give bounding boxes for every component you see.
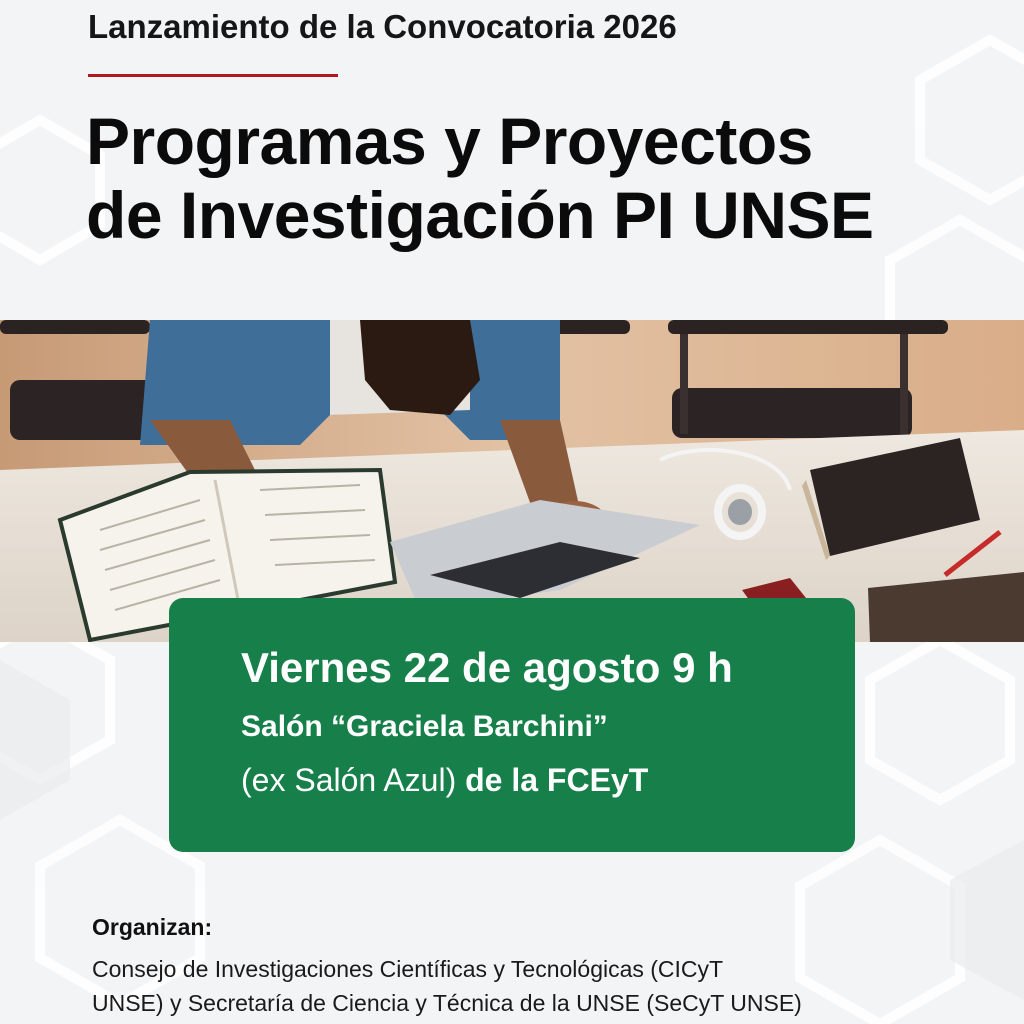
event-venue: Salón “Graciela Barchini” bbox=[241, 710, 608, 743]
student-laptop-photo bbox=[0, 320, 1024, 642]
red-divider bbox=[88, 74, 338, 77]
event-details-card bbox=[169, 598, 855, 852]
title-line-1: Programas y Proyectos bbox=[86, 104, 813, 178]
event-venue-details bbox=[241, 762, 648, 799]
organizers-line-1: Consejo de Investigaciones Científicas y Tecnológicas (CICyT bbox=[92, 956, 724, 982]
page-title bbox=[86, 104, 874, 252]
event-date-time: Viernes 22 de agosto 9 h bbox=[241, 644, 733, 691]
event-venue-faculty: de la FCEyT bbox=[456, 762, 649, 798]
organizers-line-2: UNSE) y Secretaría de Ciencia y Técnica de la UNSE (SeCyT UNSE) bbox=[92, 990, 802, 1016]
organizers-label: Organizan: bbox=[92, 914, 213, 940]
title-line-2: de Investigación PI UNSE bbox=[86, 178, 874, 252]
announcement-kicker: Lanzamiento de la Convocatoria 2026 bbox=[88, 8, 677, 45]
event-venue-note: (ex Salón Azul) bbox=[241, 762, 457, 798]
organizers-text bbox=[92, 952, 992, 1020]
